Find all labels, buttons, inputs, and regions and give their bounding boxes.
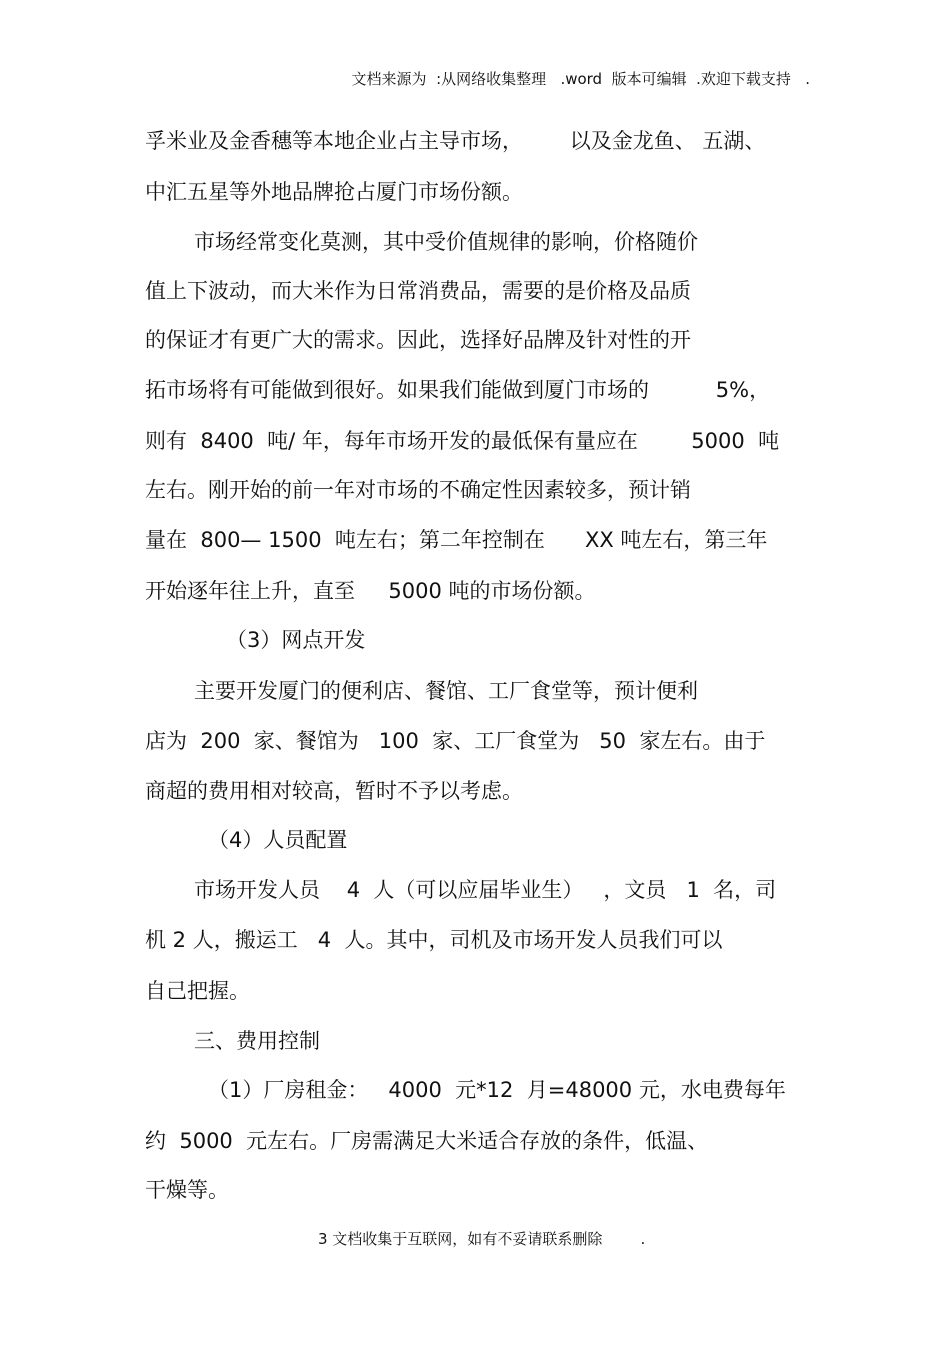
body-line: 的保证才有更广大的需求。因此，选择好品牌及针对性的开: [145, 328, 691, 352]
body-line: 左右。刚开始的前一年对市场的不确定性因素较多，预计销: [145, 478, 691, 502]
body-line: 值上下波动，而大米作为日常消费品，需要的是价格及品质: [145, 279, 691, 303]
body-line: 市场开发人员 4 人（可以应届毕业生） ，文员 1 名，司: [194, 878, 777, 902]
body-line: 商超的费用相对较高，暂时不予以考虑。: [145, 779, 523, 803]
body-line: 中汇五星等外地品牌抢占厦门市场份额。: [145, 180, 523, 204]
body-line: 则有 8400 吨/ 年，每年市场开发的最低保有量应在 5000 吨: [145, 429, 780, 453]
body-line: 量在 800— 1500 吨左右；第二年控制在 XX 吨左右，第三年: [145, 528, 768, 552]
section-heading: （3）网点开发: [226, 628, 366, 652]
body-line: 开始逐年往上升，直至 5000 吨的市场份额。: [145, 579, 596, 603]
body-line: 自己把握。: [145, 979, 250, 1003]
body-line: （1）厂房租金： 4000 元*12 月=48000 元，水电费每年: [208, 1078, 786, 1102]
page-footer: 3 文档收集于互联网，如有不妥请联系删除 .: [318, 1230, 646, 1248]
section-heading: （4）人员配置: [208, 828, 348, 852]
body-line: 约 5000 元左右。厂房需满足大米适合存放的条件，低温、: [145, 1129, 709, 1153]
body-line: 机 2 人，搬运工 4 人。其中，司机及市场开发人员我们可以: [145, 928, 723, 952]
body-line: 孚米业及金香穗等本地企业占主导市场， 以及金龙鱼、 五湖、: [145, 129, 766, 153]
body-line: 店为 200 家、餐馆为 100 家、工厂食堂为 50 家左右。由于: [145, 729, 766, 753]
section-heading: 三、费用控制: [194, 1029, 320, 1053]
page-header: 文档来源为 :从网络收集整理 .word 版本可编辑 .欢迎下载支持 .: [351, 70, 810, 88]
body-line: 拓市场将有可能做到很好。如果我们能做到厦门市场的 5%，: [145, 378, 771, 402]
body-line: 主要开发厦门的便利店、餐馆、工厂食堂等，预计便利: [194, 679, 698, 703]
body-line: 市场经常变化莫测，其中受价值规律的影响，价格随价: [194, 230, 698, 254]
body-line: 干燥等。: [145, 1178, 229, 1202]
